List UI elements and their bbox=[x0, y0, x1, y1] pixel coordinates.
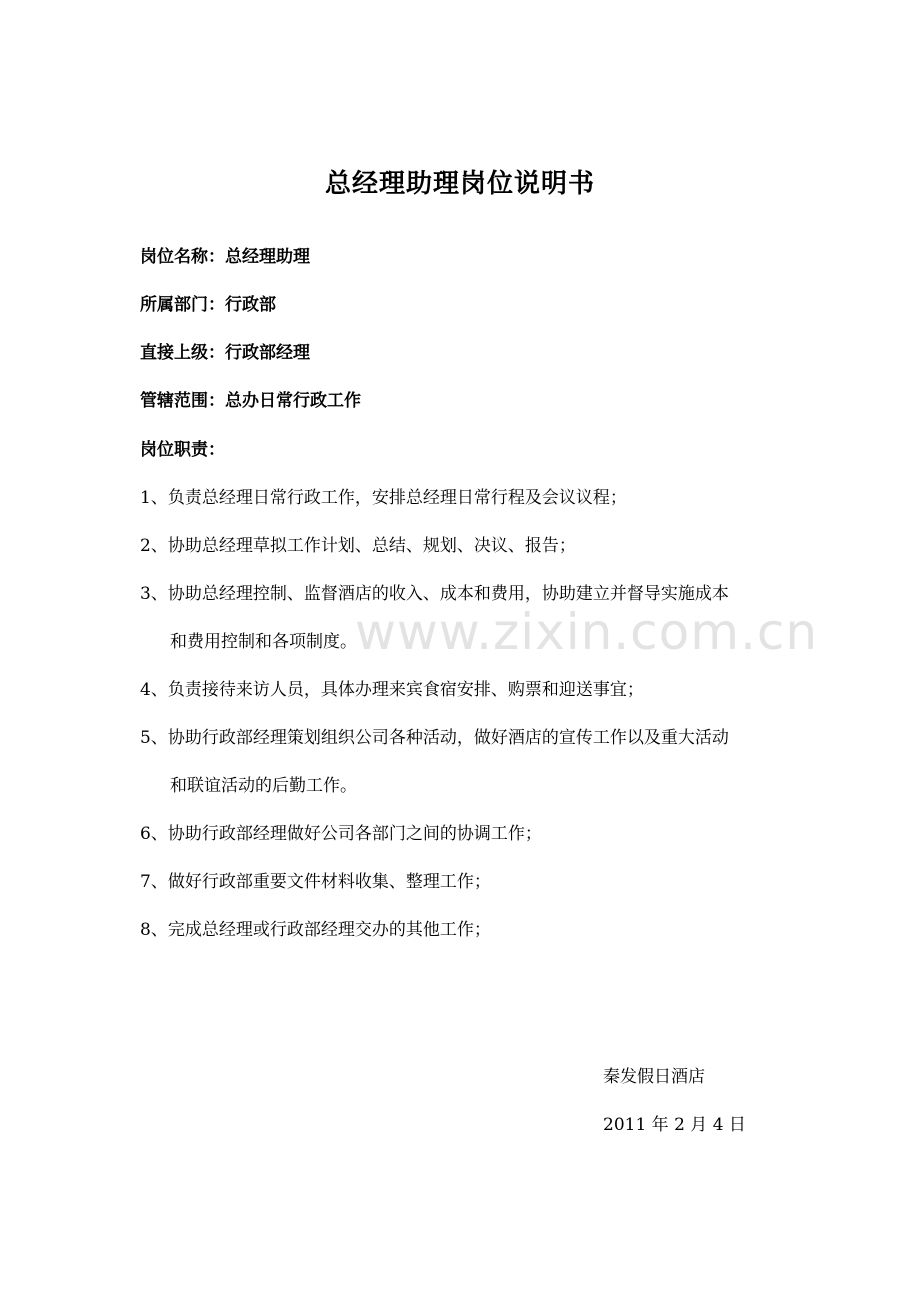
duty-item: 1、负责总经理日常行政工作，安排总经理日常行程及会议议程； bbox=[140, 488, 627, 508]
duties-heading: 岗位职责： bbox=[140, 440, 225, 460]
field-label: 所属部门： bbox=[140, 295, 225, 315]
watermark-text: www.zixin.com.cn bbox=[355, 603, 819, 661]
field-label: 岗位名称： bbox=[140, 247, 225, 267]
field-department bbox=[140, 293, 276, 317]
duty-item: 3、协助总经理控制、监督酒店的收入、成本和费用，协助建立并督导实施成本 bbox=[140, 584, 729, 604]
duty-item: 2、协助总经理草拟工作计划、总结、规划、决议、报告； bbox=[140, 536, 576, 556]
duty-item-continuation: 和费用控制和各项制度。 bbox=[170, 632, 357, 652]
signature-date: 2011 年 2 月 4 日 bbox=[603, 1115, 746, 1135]
field-supervisor bbox=[140, 341, 310, 365]
duty-item: 4、负责接待来访人员，具体办理来宾食宿安排、购票和迎送事宜； bbox=[140, 680, 644, 700]
field-label: 直接上级： bbox=[140, 343, 225, 363]
duty-item-continuation: 和联谊活动的后勤工作。 bbox=[170, 776, 357, 796]
field-position-name bbox=[140, 245, 310, 269]
field-value: 总经理助理 bbox=[225, 247, 310, 267]
document-title: 总经理助理岗位说明书 bbox=[324, 169, 595, 199]
duty-item: 5、协助行政部经理策划组织公司各种活动，做好酒店的宣传工作以及重大活动 bbox=[140, 728, 729, 748]
duty-item: 7、做好行政部重要文件材料收集、整理工作； bbox=[140, 872, 491, 892]
field-value: 行政部经理 bbox=[225, 343, 310, 363]
field-value: 行政部 bbox=[225, 295, 276, 315]
field-label: 管辖范围： bbox=[140, 391, 225, 411]
signature-organization: 秦发假日酒店 bbox=[603, 1067, 705, 1087]
duty-item: 8、完成总经理或行政部经理交办的其他工作； bbox=[140, 920, 491, 940]
field-value: 总办日常行政工作 bbox=[225, 391, 361, 411]
duty-item: 6、协助行政部经理做好公司各部门之间的协调工作； bbox=[140, 824, 542, 844]
field-scope bbox=[140, 389, 361, 413]
